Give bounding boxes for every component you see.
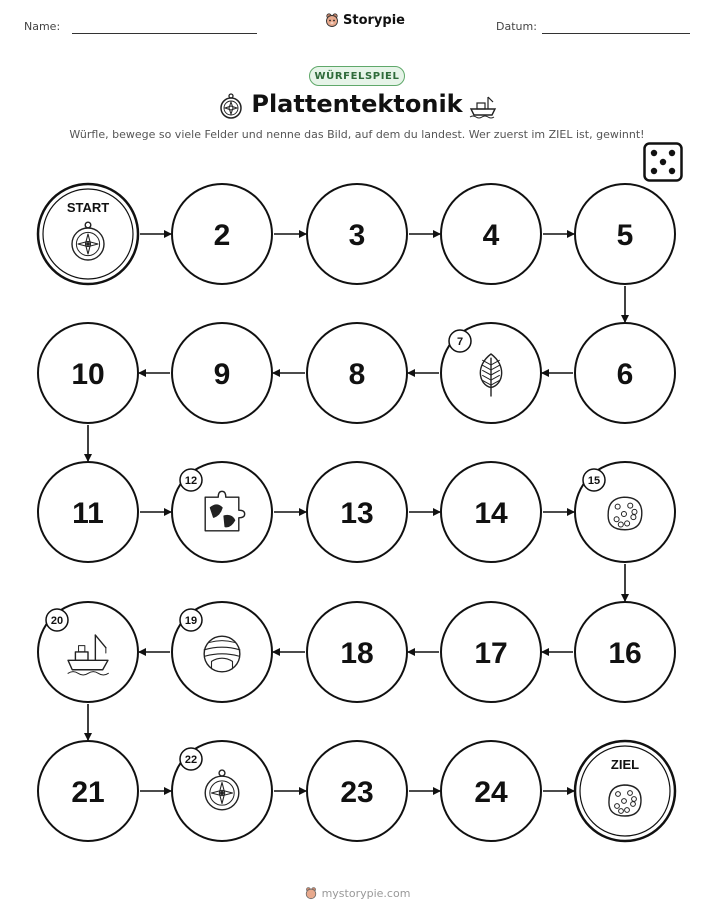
cell-label: ZIEL xyxy=(610,757,640,772)
board-cell-14 xyxy=(441,462,541,562)
board-cell-12 xyxy=(172,462,272,562)
board-cell-13 xyxy=(307,462,407,562)
board-cell-10 xyxy=(38,323,138,423)
cell-number: 7 xyxy=(456,336,464,348)
cell-number: 12 xyxy=(184,475,198,487)
board-cell-20 xyxy=(38,602,138,702)
board-cell-19 xyxy=(172,602,272,702)
cell-number: 17 xyxy=(474,637,508,670)
board-cell-11 xyxy=(38,462,138,562)
game-type-badge: WÜRFELSPIEL xyxy=(309,66,405,86)
board-cell-15 xyxy=(575,462,675,562)
cell-number: 22 xyxy=(184,754,198,766)
date-label: Datum: xyxy=(496,20,537,33)
cell-number: 19 xyxy=(184,615,198,627)
board-cell-4 xyxy=(441,184,541,284)
cell-number: 24 xyxy=(474,776,508,809)
board-cell-6 xyxy=(575,323,675,423)
cell-number: 11 xyxy=(72,497,104,530)
cell-number: 20 xyxy=(50,615,64,627)
name-label: Name: xyxy=(24,20,61,33)
mascot-icon xyxy=(304,886,318,900)
board-cell-2 xyxy=(172,184,272,284)
board-cell-1 xyxy=(38,184,138,284)
cell-number: 6 xyxy=(616,358,634,391)
cell-number: 9 xyxy=(213,358,231,391)
instructions: Würfle, bewege so viele Felder und nenne das Bild, auf dem du landest. Wer zuerst im ZIEL ist, gewinnt! xyxy=(69,128,645,141)
cell-label: START xyxy=(66,200,110,215)
page-title: Plattentektonik xyxy=(251,90,463,118)
board-cell-23 xyxy=(307,741,407,841)
cell-number: 10 xyxy=(71,358,105,391)
cell-number: 3 xyxy=(348,219,366,252)
cell-number: 8 xyxy=(348,358,366,391)
cell-number: 14 xyxy=(474,497,508,530)
footer-url: mystorypie.com xyxy=(321,886,411,900)
board-cell-7 xyxy=(441,323,541,423)
cell-number: 16 xyxy=(608,637,642,670)
board-cell-24 xyxy=(441,741,541,841)
cell-number: 15 xyxy=(587,475,601,487)
board-cell-9 xyxy=(172,323,272,423)
cell-number: 2 xyxy=(213,219,231,252)
board-cell-3 xyxy=(307,184,407,284)
board-cell-21 xyxy=(38,741,138,841)
cell-number: 4 xyxy=(482,219,500,252)
board-cell-16 xyxy=(575,602,675,702)
cell-number: 5 xyxy=(616,219,634,252)
board-cell-22 xyxy=(172,741,272,841)
cell-number: 18 xyxy=(340,637,374,670)
board-cell-17 xyxy=(441,602,541,702)
board-cell-25 xyxy=(575,741,675,841)
board-cell-5 xyxy=(575,184,675,284)
footer xyxy=(0,886,714,900)
board-cell-8 xyxy=(307,323,407,423)
cell-number: 23 xyxy=(340,776,374,809)
cell-number: 21 xyxy=(71,776,105,809)
cell-number: 13 xyxy=(340,497,374,530)
brand-name: Storypie xyxy=(343,12,405,28)
board-cell-18 xyxy=(307,602,407,702)
